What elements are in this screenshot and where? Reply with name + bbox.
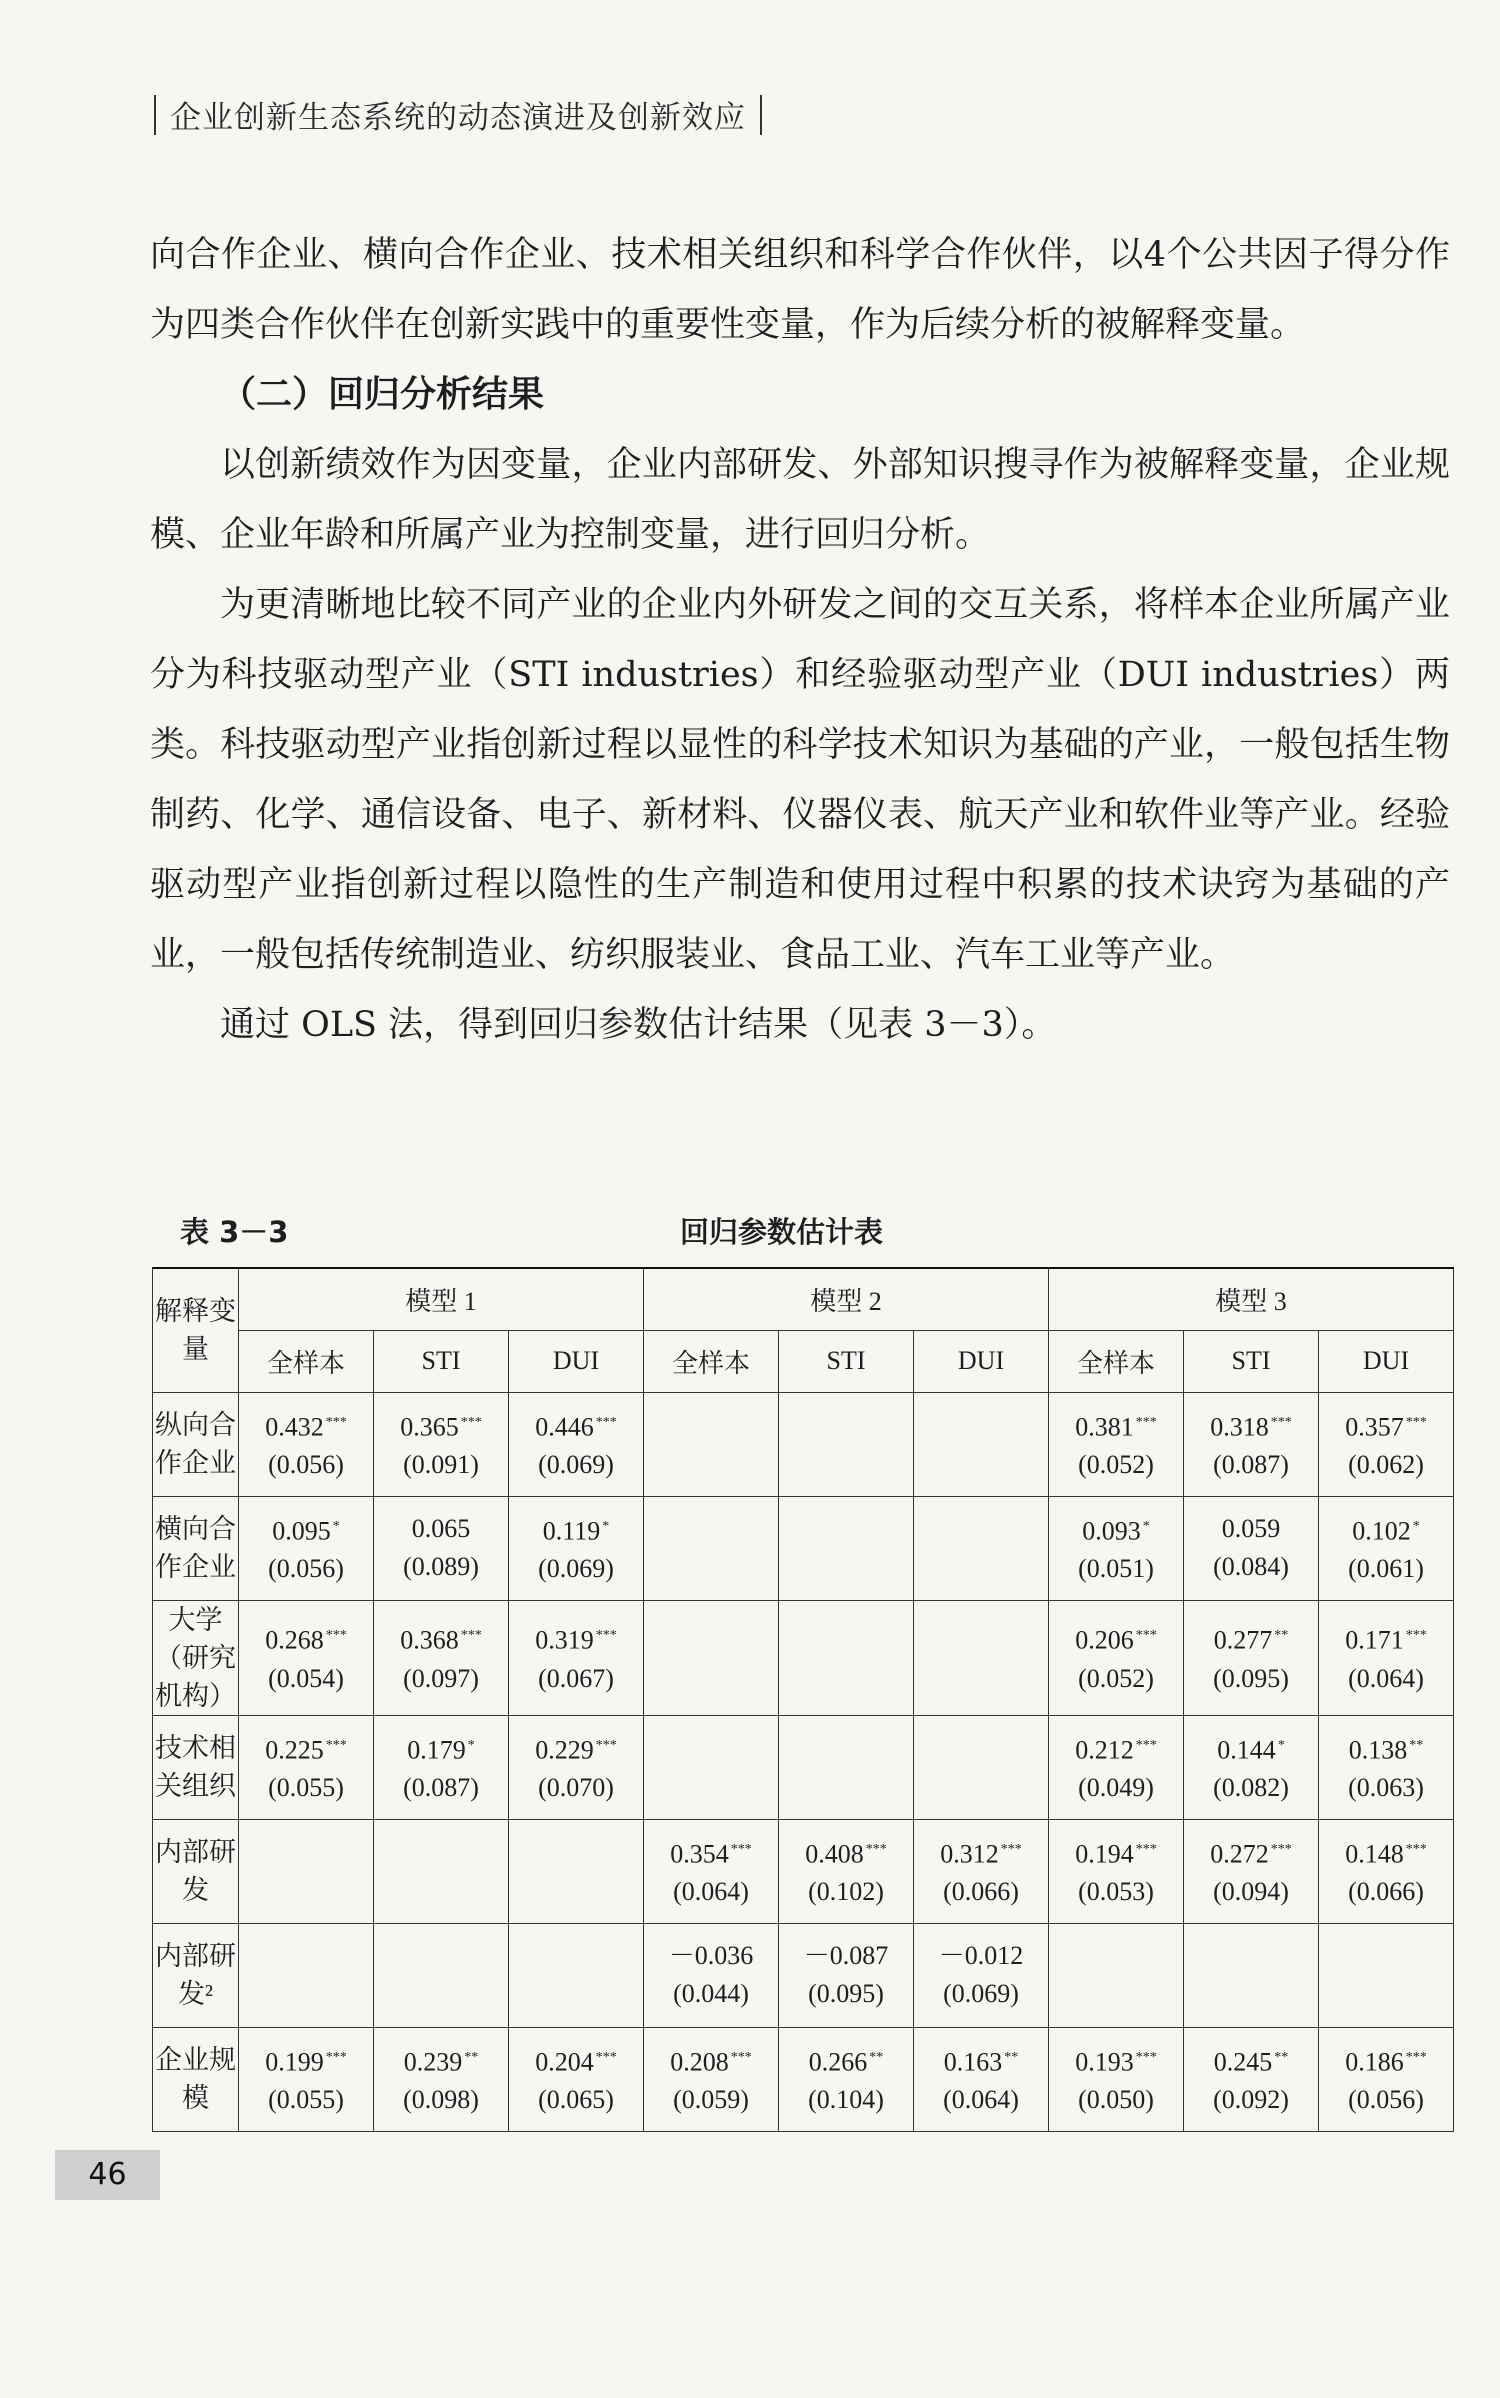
significance-stars: ** (1274, 2049, 1289, 2065)
coefficient-line (1319, 2039, 1453, 2082)
coefficient-line (509, 1727, 643, 1770)
significance-stars: *** (1270, 1414, 1292, 1430)
empty-cell (374, 1819, 509, 1923)
standard-error: (0.094) (1213, 1877, 1289, 1907)
coefficient-line (239, 1727, 373, 1770)
coefficient-line (779, 2039, 913, 2082)
coefficient-cell (374, 1715, 509, 1819)
table-row (153, 1392, 1454, 1496)
empty-cell (239, 1819, 374, 1923)
coefficient-line (509, 2039, 643, 2082)
coefficient-cell (644, 1819, 779, 1923)
significance-stars: *** (460, 1628, 482, 1644)
standard-error: (0.062) (1348, 1450, 1424, 1480)
coefficient-value: 0.229 (535, 1735, 594, 1765)
significance-stars: *** (1135, 1737, 1157, 1753)
page-number: 46 (55, 2150, 160, 2200)
header-right-rule (760, 95, 762, 135)
coefficient-value: 0.199 (265, 2047, 324, 2077)
standard-error: (0.095) (1213, 1663, 1289, 1693)
empty-cell (914, 1392, 1049, 1496)
coefficient-cell (239, 1600, 374, 1715)
running-header (140, 92, 776, 137)
significance-stars: *** (595, 1414, 617, 1430)
coefficient-line (1184, 1727, 1318, 1770)
coefficient-line (374, 1727, 508, 1770)
coefficient-value: 0.179 (407, 1735, 466, 1765)
standard-error: (0.087) (403, 1773, 479, 1803)
coefficient-value: 0.059 (1221, 1514, 1281, 1543)
coefficient-line (1049, 1727, 1183, 1770)
significance-stars: *** (1405, 1628, 1427, 1644)
coefficient-value: 0.206 (1075, 1625, 1134, 1655)
standard-error: (0.092) (1213, 2085, 1289, 2115)
coefficient-line (374, 1404, 508, 1447)
standard-error: (0.051) (1078, 1554, 1154, 1584)
coefficient-line (1319, 1727, 1453, 1770)
variable-label: 横向合作企业 (153, 1496, 239, 1600)
coefficient-value: 0.193 (1075, 2047, 1134, 2077)
standard-error: (0.064) (943, 2085, 1019, 2115)
standard-error: (0.061) (1348, 1554, 1424, 1584)
paragraph-industry-classification: 为更清晰地比较不同产业的企业内外研发之间的交互关系，将样本企业所属产业分为科技驱动型产业（STI industries）和经验驱动型产业（DUI industries）两类。科技驱动型产业指创新过程以显性的科学技术知识为基础的产业，一般包括生物制药、化学、通信设备、电子、新材料、仪器仪表、航天产业和软件业等产业。经验驱动型产业指创新过程以隐性的生产制造和使用过程中积累的技术诀窍为基础的产业，一般包括传统制造业、纺织服装业、食品工业、汽车工业等产业。 (150, 585, 1450, 975)
coefficient-cell (1184, 1392, 1319, 1496)
coefficient-value: 0.186 (1345, 2047, 1404, 2077)
coefficient-cell (1049, 1496, 1184, 1600)
coefficient-value: －0.036 (668, 1941, 754, 1970)
standard-error: (0.063) (1348, 1773, 1424, 1803)
significance-stars: *** (1135, 1841, 1157, 1857)
coefficient-cell (1049, 1600, 1184, 1715)
empty-cell (914, 1496, 1049, 1600)
significance-stars: *** (1135, 2049, 1157, 2065)
table-row (153, 2027, 1454, 2131)
coefficient-cell (509, 1715, 644, 1819)
empty-cell (644, 1715, 779, 1819)
empty-cell (644, 1600, 779, 1715)
coefficient-cell (509, 1496, 644, 1600)
coefficient-value: －0.087 (803, 1941, 889, 1970)
significance-stars: *** (325, 2049, 347, 2065)
coefficient-line (1319, 1508, 1453, 1551)
sample-header: DUI (509, 1330, 644, 1392)
coefficient-value: 0.357 (1345, 1412, 1404, 1442)
significance-stars: *** (460, 1414, 482, 1430)
significance-stars: *** (325, 1737, 347, 1753)
standard-error: (0.067) (538, 1663, 614, 1693)
coefficient-cell (1184, 1496, 1319, 1600)
table-header-models (153, 1268, 1454, 1330)
variable-label: 内部研发² (153, 1923, 239, 2027)
standard-error: (0.044) (673, 1979, 749, 2008)
coefficient-line (239, 1617, 373, 1660)
table-row (153, 1923, 1454, 2027)
empty-cell (914, 1600, 1049, 1715)
coefficient-value: 0.408 (805, 1839, 864, 1869)
coefficient-value: 0.239 (403, 2047, 463, 2077)
empty-cell (374, 1923, 509, 2027)
standard-error: (0.084) (1213, 1552, 1289, 1581)
variable-label: 纵向合作企业 (153, 1392, 239, 1496)
significance-stars: *** (325, 1414, 347, 1430)
coefficient-line (779, 1937, 913, 1975)
coefficient-line (1184, 1831, 1318, 1874)
coefficient-line (1049, 1508, 1183, 1551)
coefficient-line (1049, 2039, 1183, 2082)
significance-stars: *** (1270, 1841, 1292, 1857)
sample-header: 全样本 (239, 1330, 374, 1392)
coefficient-cell (1184, 1819, 1319, 1923)
standard-error: (0.091) (403, 1450, 479, 1480)
coefficient-value: 0.093 (1082, 1516, 1141, 1546)
coefficient-cell (644, 2027, 779, 2131)
coefficient-line (914, 2039, 1048, 2082)
coefficient-cell (1319, 2027, 1454, 2131)
table-header-samples (153, 1330, 1454, 1392)
coefficient-line (1184, 2039, 1318, 2082)
standard-error: (0.069) (538, 1554, 614, 1584)
coefficient-value: 0.432 (265, 1412, 324, 1442)
significance-stars: *** (1405, 1414, 1427, 1430)
regression-table (152, 1267, 1454, 2132)
coefficient-line (239, 1404, 373, 1447)
coefficient-value: 0.208 (670, 2047, 729, 2077)
standard-error: (0.055) (268, 2085, 344, 2115)
standard-error: (0.064) (673, 1877, 749, 1907)
standard-error: (0.065) (538, 2085, 614, 2115)
variable-label: 技术相关组织 (153, 1715, 239, 1819)
standard-error: (0.104) (808, 2085, 884, 2115)
coefficient-cell (1319, 1392, 1454, 1496)
coefficient-cell (1049, 1392, 1184, 1496)
standard-error: (0.069) (538, 1450, 614, 1480)
coefficient-cell (239, 1392, 374, 1496)
coefficient-value: 0.204 (535, 2047, 594, 2077)
coefficient-cell (374, 2027, 509, 2131)
coefficient-line (374, 1510, 508, 1548)
coefficient-line (1184, 1617, 1318, 1660)
coefficient-cell (914, 2027, 1049, 2131)
coefficient-cell (644, 1923, 779, 2027)
standard-error: (0.055) (268, 1773, 344, 1803)
standard-error: (0.056) (268, 1554, 344, 1584)
standard-error: (0.052) (1078, 1663, 1154, 1693)
paragraph-dependent-variable: 以创新绩效作为因变量，企业内部研发、外部知识搜寻作为被解释变量，企业规模、企业年龄和所属产业为控制变量，进行回归分析。 (150, 445, 1450, 555)
standard-error: (0.097) (403, 1663, 479, 1693)
empty-cell (239, 1923, 374, 2027)
coefficient-cell (509, 1392, 644, 1496)
standard-error: (0.053) (1078, 1877, 1154, 1907)
coefficient-value: 0.365 (400, 1412, 459, 1442)
empty-cell (1184, 1923, 1319, 2027)
empty-cell (779, 1496, 914, 1600)
coefficient-value: 0.171 (1345, 1625, 1404, 1655)
sample-header: STI (779, 1330, 914, 1392)
coefficient-cell (374, 1392, 509, 1496)
coefficient-value: 0.245 (1213, 2047, 1273, 2077)
coefficient-line (914, 1937, 1048, 1975)
table-title: 回归参数估计表 (680, 1215, 884, 1249)
coefficient-line (239, 2039, 373, 2082)
significance-stars: *** (325, 1628, 347, 1644)
coefficient-line (374, 2039, 508, 2082)
coefficient-line (509, 1404, 643, 1447)
coefficient-cell (1184, 1715, 1319, 1819)
coefficient-cell (914, 1923, 1049, 2027)
coefficient-cell (239, 1715, 374, 1819)
coefficient-cell (374, 1496, 509, 1600)
standard-error: (0.054) (268, 1663, 344, 1693)
coefficient-line (1319, 1404, 1453, 1447)
empty-cell (644, 1392, 779, 1496)
coefficient-cell (1319, 1819, 1454, 1923)
significance-stars: *** (595, 1628, 617, 1644)
significance-stars: * (1277, 1737, 1285, 1753)
paragraph-ols: 通过 OLS 法，得到回归参数估计结果（见表 3－3）。 (220, 1005, 1057, 1045)
empty-cell (644, 1496, 779, 1600)
coefficient-line (1049, 1617, 1183, 1660)
coefficient-cell (779, 2027, 914, 2131)
sample-header: 全样本 (644, 1330, 779, 1392)
sample-header: DUI (914, 1330, 1049, 1392)
significance-stars: * (467, 1737, 475, 1753)
coefficient-line (644, 1831, 778, 1874)
header-left-rule (154, 95, 156, 135)
coefficient-value: 0.312 (940, 1839, 999, 1869)
significance-stars: ** (1274, 1628, 1289, 1644)
coefficient-value: 0.318 (1210, 1412, 1269, 1442)
coefficient-cell (1049, 1819, 1184, 1923)
significance-stars: ** (464, 2049, 479, 2065)
coefficient-line (509, 1508, 643, 1551)
empty-cell (779, 1715, 914, 1819)
standard-error: (0.082) (1213, 1773, 1289, 1803)
coefficient-line (779, 1831, 913, 1874)
paragraph-continued: 向合作企业、横向合作企业、技术相关组织和科学合作伙伴，以4个公共因子得分作为四类合作伙伴在创新实践中的重要性变量，作为后续分析的被解释变量。 (150, 235, 1450, 345)
standard-error: (0.049) (1078, 1773, 1154, 1803)
standard-error: (0.056) (268, 1450, 344, 1480)
table-row (153, 1496, 1454, 1600)
significance-stars: *** (595, 1737, 617, 1753)
coefficient-line (509, 1617, 643, 1660)
variable-label: 内部研发 (153, 1819, 239, 1923)
model-header: 模型 1 (239, 1268, 644, 1330)
standard-error: (0.059) (673, 2085, 749, 2115)
standard-error: (0.052) (1078, 1450, 1154, 1480)
standard-error: (0.064) (1348, 1663, 1424, 1693)
coefficient-value: 0.446 (535, 1412, 594, 1442)
standard-error: (0.050) (1078, 2085, 1154, 2115)
coefficient-value: 0.163 (943, 2047, 1003, 2077)
coefficient-value: 0.144 (1217, 1735, 1276, 1765)
coefficient-value: 0.319 (535, 1625, 594, 1655)
significance-stars: *** (1135, 1628, 1157, 1644)
empty-cell (1319, 1923, 1454, 2027)
table-row (153, 1600, 1454, 1715)
significance-stars: *** (1000, 1841, 1022, 1857)
coefficient-value: 0.065 (411, 1514, 471, 1543)
standard-error: (0.070) (538, 1773, 614, 1803)
standard-error: (0.098) (403, 2085, 479, 2115)
model-header: 模型 2 (644, 1268, 1049, 1330)
significance-stars: *** (730, 1841, 752, 1857)
sample-header: DUI (1319, 1330, 1454, 1392)
coefficient-cell (239, 1496, 374, 1600)
coefficient-cell (509, 1600, 644, 1715)
coefficient-line (374, 1617, 508, 1660)
variable-label: 企业规模 (153, 2027, 239, 2131)
significance-stars: *** (1135, 1414, 1157, 1430)
coefficient-cell (1319, 1496, 1454, 1600)
significance-stars: *** (1405, 2049, 1427, 2065)
empty-cell (779, 1600, 914, 1715)
significance-stars: ** (1004, 2049, 1019, 2065)
empty-cell (779, 1392, 914, 1496)
coefficient-line (644, 1937, 778, 1975)
coefficient-cell (779, 1923, 914, 2027)
coefficient-line (1049, 1831, 1183, 1874)
empty-cell (1049, 1923, 1184, 2027)
coefficient-value: 0.148 (1345, 1839, 1404, 1869)
table-corner-header: 解释变量 (153, 1268, 239, 1392)
coefficient-line (1319, 1831, 1453, 1874)
coefficient-cell (1319, 1715, 1454, 1819)
coefficient-value: 0.194 (1075, 1839, 1134, 1869)
significance-stars: *** (1405, 1841, 1427, 1857)
coefficient-value: －0.012 (938, 1941, 1024, 1970)
significance-stars: *** (730, 2049, 752, 2065)
sample-header: STI (1184, 1330, 1319, 1392)
coefficient-value: 0.277 (1213, 1625, 1273, 1655)
coefficient-cell (1049, 1715, 1184, 1819)
coefficient-line (1319, 1617, 1453, 1660)
coefficient-line (1049, 1404, 1183, 1447)
coefficient-value: 0.368 (400, 1625, 459, 1655)
coefficient-cell (239, 2027, 374, 2131)
coefficient-cell (1049, 2027, 1184, 2131)
sample-header: STI (374, 1330, 509, 1392)
standard-error: (0.056) (1348, 2085, 1424, 2115)
coefficient-value: 0.138 (1348, 1735, 1408, 1765)
variable-label: 大学（研究机构） (153, 1600, 239, 1715)
coefficient-line (1184, 1404, 1318, 1447)
standard-error: (0.066) (1348, 1877, 1424, 1907)
coefficient-cell (779, 1819, 914, 1923)
standard-error: (0.095) (808, 1979, 884, 2008)
standard-error: (0.066) (943, 1877, 1019, 1907)
running-title: 企业创新生态系统的动态演进及创新效应 (170, 100, 746, 136)
standard-error: (0.089) (403, 1552, 479, 1581)
coefficient-value: 0.225 (265, 1735, 324, 1765)
coefficient-value: 0.266 (808, 2047, 868, 2077)
empty-cell (509, 1819, 644, 1923)
significance-stars: ** (1409, 1737, 1424, 1753)
significance-stars: * (332, 1518, 340, 1534)
coefficient-value: 0.095 (272, 1516, 331, 1546)
table-row (153, 1819, 1454, 1923)
coefficient-line (239, 1508, 373, 1551)
coefficient-line (644, 2039, 778, 2082)
coefficient-cell (1184, 2027, 1319, 2131)
table-body (153, 1392, 1454, 2131)
table-number: 表 3－3 (180, 1215, 289, 1249)
coefficient-line (1184, 1510, 1318, 1548)
empty-cell (509, 1923, 644, 2027)
coefficient-cell (509, 2027, 644, 2131)
significance-stars: *** (595, 2049, 617, 2065)
coefficient-cell (1319, 1600, 1454, 1715)
significance-stars: * (1412, 1518, 1420, 1534)
significance-stars: * (1142, 1518, 1150, 1534)
coefficient-value: 0.212 (1075, 1735, 1134, 1765)
section-heading: （二）回归分析结果 (220, 374, 545, 415)
coefficient-cell (374, 1600, 509, 1715)
coefficient-value: 0.354 (670, 1839, 729, 1869)
coefficient-line (914, 1831, 1048, 1874)
significance-stars: * (602, 1518, 610, 1534)
sample-header: 全样本 (1049, 1330, 1184, 1392)
coefficient-value: 0.102 (1352, 1516, 1411, 1546)
significance-stars: ** (869, 2049, 884, 2065)
standard-error: (0.102) (808, 1877, 884, 1907)
coefficient-value: 0.268 (265, 1625, 324, 1655)
body-text (150, 220, 1450, 1060)
coefficient-value: 0.272 (1210, 1839, 1269, 1869)
model-header: 模型 3 (1049, 1268, 1454, 1330)
table-row (153, 1715, 1454, 1819)
significance-stars: *** (865, 1841, 887, 1857)
standard-error: (0.087) (1213, 1450, 1289, 1480)
standard-error: (0.069) (943, 1979, 1019, 2008)
coefficient-value: 0.119 (542, 1516, 601, 1546)
coefficient-cell (1184, 1600, 1319, 1715)
empty-cell (914, 1715, 1049, 1819)
coefficient-cell (914, 1819, 1049, 1923)
coefficient-value: 0.381 (1075, 1412, 1134, 1442)
